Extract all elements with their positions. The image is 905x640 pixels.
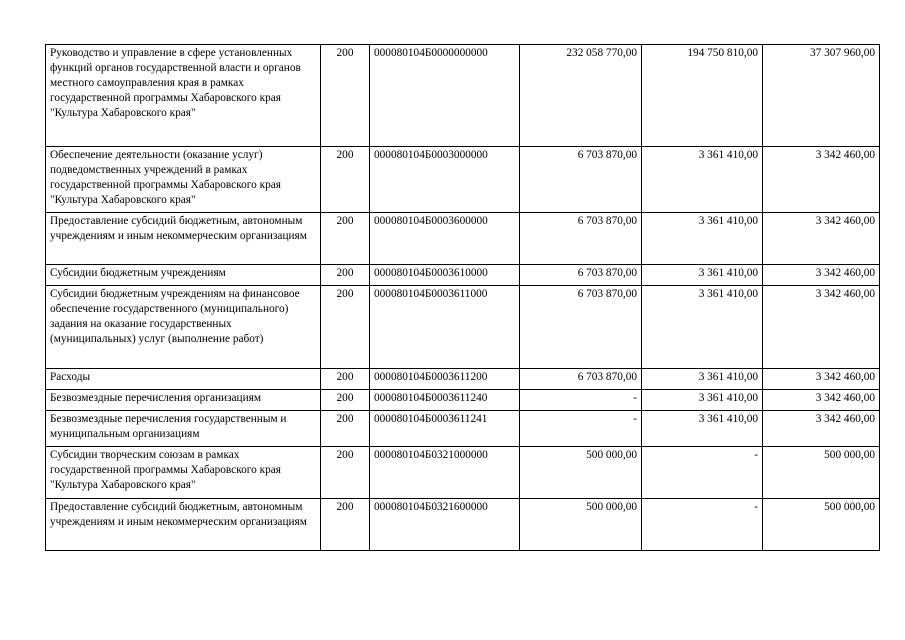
row-classifier-cell: 000080104Б0321000000: [370, 447, 520, 499]
row-name-cell: Предоставление субсидий бюджетным, автономным учреждениям и иным некоммерческим организациям: [46, 499, 321, 551]
row-name-cell: Субсидии бюджетным учреждениям: [46, 265, 321, 286]
row-amount-c-cell: 3 342 460,00: [763, 286, 880, 369]
table-row: [46, 45, 880, 147]
row-total-cell: 6 703 870,00: [520, 286, 642, 369]
row-name-cell: Предоставление субсидий бюджетным, автономным учреждениям и иным некоммерческим организациям: [46, 213, 321, 265]
row-code-cell: 200: [321, 265, 370, 286]
row-name-cell: Обеспечение деятельности (оказание услуг) подведомственных учреждений в рамках государственной программы Хабаровского края "Культура Хабаровского края": [46, 147, 321, 213]
row-amount-c-cell: 3 342 460,00: [763, 213, 880, 265]
row-amount-b-cell: 3 361 410,00: [642, 286, 763, 369]
row-code-cell: 200: [321, 447, 370, 499]
row-amount-b-cell: 3 361 410,00: [642, 411, 763, 447]
row-total-cell: -: [520, 411, 642, 447]
table-row: [46, 411, 880, 447]
row-classifier-cell: 000080104Б0003610000: [370, 265, 520, 286]
row-classifier-cell: 000080104Б0003000000: [370, 147, 520, 213]
row-code-cell: 200: [321, 390, 370, 411]
row-name-cell: Субсидии творческим союзам в рамках государственной программы Хабаровского края "Культура Хабаровского края": [46, 447, 321, 499]
table-row: [46, 213, 880, 265]
row-amount-c-cell: 37 307 960,00: [763, 45, 880, 147]
table-row: [46, 369, 880, 390]
row-total-cell: -: [520, 390, 642, 411]
row-total-cell: 6 703 870,00: [520, 369, 642, 390]
row-total-cell: 6 703 870,00: [520, 265, 642, 286]
row-total-cell: 6 703 870,00: [520, 213, 642, 265]
row-classifier-cell: 000080104Б0003600000: [370, 213, 520, 265]
row-total-cell: 500 000,00: [520, 447, 642, 499]
table-row: [46, 499, 880, 551]
row-name-cell: Руководство и управление в сфере установленных функций органов государственной власти и органов местного самоуправления края в рамках государственной программы Хабаровского края "Культура Хабаровского края": [46, 45, 321, 147]
row-code-cell: 200: [321, 45, 370, 147]
row-code-cell: 200: [321, 147, 370, 213]
row-code-cell: 200: [321, 411, 370, 447]
row-name-cell: Безвозмездные перечисления организациям: [46, 390, 321, 411]
row-amount-b-cell: 3 361 410,00: [642, 390, 763, 411]
row-code-cell: 200: [321, 499, 370, 551]
row-amount-c-cell: 3 342 460,00: [763, 369, 880, 390]
row-name-cell: Субсидии бюджетным учреждениям на финансовое обеспечение государственного (муниципального) задания на оказание государственных (муниципальных) услуг (выполнение работ): [46, 286, 321, 369]
row-name-cell: Расходы: [46, 369, 321, 390]
row-classifier-cell: 000080104Б0000000000: [370, 45, 520, 147]
budget-table: [45, 44, 880, 551]
row-amount-b-cell: 3 361 410,00: [642, 213, 763, 265]
table-row: [46, 147, 880, 213]
row-amount-c-cell: 3 342 460,00: [763, 390, 880, 411]
row-classifier-cell: 000080104Б0003611240: [370, 390, 520, 411]
row-total-cell: 6 703 870,00: [520, 147, 642, 213]
row-total-cell: 500 000,00: [520, 499, 642, 551]
table-row: [46, 390, 880, 411]
row-code-cell: 200: [321, 369, 370, 390]
row-amount-b-cell: 3 361 410,00: [642, 265, 763, 286]
row-amount-c-cell: 3 342 460,00: [763, 265, 880, 286]
row-amount-c-cell: 500 000,00: [763, 447, 880, 499]
row-classifier-cell: 000080104Б0003611200: [370, 369, 520, 390]
row-amount-b-cell: -: [642, 447, 763, 499]
row-amount-c-cell: 3 342 460,00: [763, 147, 880, 213]
row-total-cell: 232 058 770,00: [520, 45, 642, 147]
row-classifier-cell: 000080104Б0003611000: [370, 286, 520, 369]
table-row: [46, 265, 880, 286]
row-name-cell: Безвозмездные перечисления государственным и муниципальным организациям: [46, 411, 321, 447]
table-row: [46, 447, 880, 499]
row-classifier-cell: 000080104Б0003611241: [370, 411, 520, 447]
row-amount-c-cell: 500 000,00: [763, 499, 880, 551]
row-code-cell: 200: [321, 213, 370, 265]
row-amount-b-cell: -: [642, 499, 763, 551]
row-code-cell: 200: [321, 286, 370, 369]
row-amount-b-cell: 3 361 410,00: [642, 147, 763, 213]
row-classifier-cell: 000080104Б0321600000: [370, 499, 520, 551]
row-amount-c-cell: 3 342 460,00: [763, 411, 880, 447]
row-amount-b-cell: 3 361 410,00: [642, 369, 763, 390]
table-row: [46, 286, 880, 369]
row-amount-b-cell: 194 750 810,00: [642, 45, 763, 147]
